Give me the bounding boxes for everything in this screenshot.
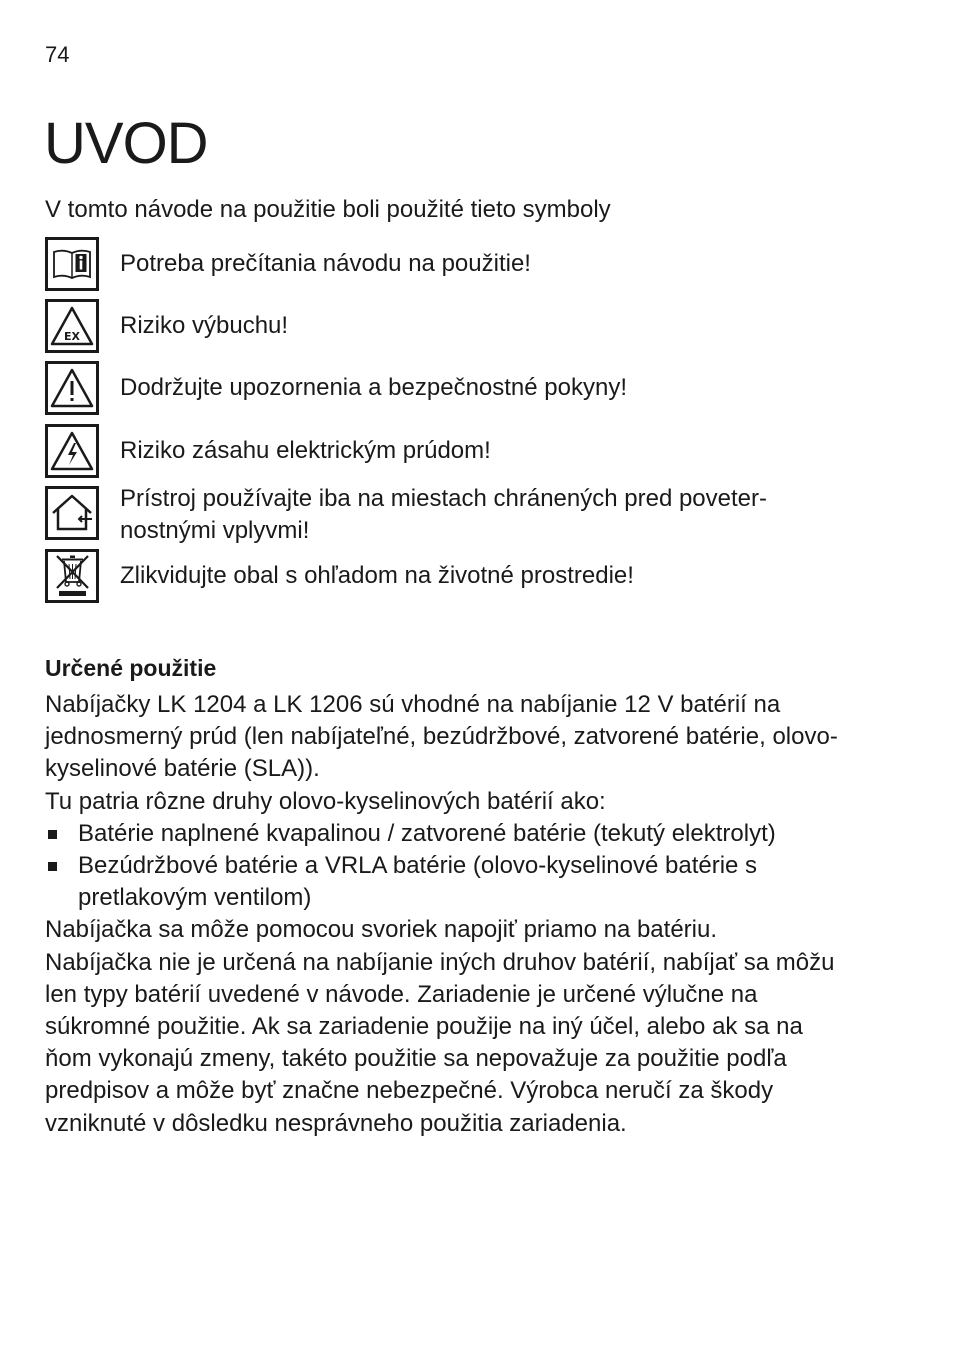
symbol-text: Riziko zásahu elektrickým prúdom! [120, 437, 491, 464]
svg-text:EX: EX [64, 330, 80, 343]
page-number: 74 [45, 42, 70, 67]
paragraph: Tu patria rôzne druhy olovo-kyselinových batérií ako: [45, 787, 606, 815]
symbols-intro: V tomto návode na použitie boli použité tieto symboly [45, 196, 611, 223]
list-item-text: Bezúdržbové batérie a VRLA batérie (olovo-kyselinové batérie s pretlakovým ventilom) [78, 852, 758, 912]
disposal-bin-icon [45, 549, 99, 603]
page-title: UVOD [44, 111, 208, 176]
symbol-row-explosion [45, 299, 845, 353]
symbol-row-electric-shock [45, 424, 845, 478]
warning-triangle-icon [45, 361, 99, 415]
explosion-risk-icon [45, 299, 99, 353]
battery-type-list [45, 818, 845, 915]
symbol-row-warning [45, 361, 845, 415]
symbol-text: Prístroj používajte iba na miestach chránených pred poveter-nostnými vplyvmi! [120, 485, 768, 544]
symbol-text: Zlikvidujte obal s ohľadom na životné prostredie! [120, 562, 634, 589]
symbol-row-read-manual [45, 237, 845, 291]
intended-use-body [45, 689, 845, 1140]
list-item [45, 818, 845, 850]
list-item [45, 850, 845, 914]
bullet-icon [48, 830, 57, 839]
list-item-text: Batérie naplnené kvapalinou / zatvorené batérie (tekutý elektrolyt) [78, 819, 776, 847]
symbol-row-disposal [45, 549, 845, 603]
symbol-text: Dodržujte upozornenia a bezpečnostné pokyny! [120, 374, 627, 401]
symbol-text: Riziko výbuchu! [120, 312, 289, 339]
symbol-text: Potreba prečítania návodu na použitie! [120, 250, 531, 277]
paragraph: Nabíjačka sa môže pomocou svoriek napojiť priamo na batériu. [45, 916, 718, 944]
paragraph: Nabíjačky LK 1204 a LK 1206 sú vhodné na nabíjanie 12 V batérií na jednosmerný prúd (len nabíjateľné, bezúdržbové, zatvorené batérie, olovo-kyselinové batérie (SLA)). [45, 691, 838, 783]
read-manual-icon [45, 237, 99, 291]
paragraph: Nabíjačka nie je určená na nabíjanie iných druhov batérií, nabíjať sa môžu len typy batérií uvedené v návode. Zariadenie je určené výlučne na súkromné použitie. Ak sa zariadenie použije na iný účel, alebo ak sa na ňom vykonajú zmeny, takéto použitie sa nepovažuje za použitie podľa predpisov a môže byť značne nebezpečné. Výrobca neručí za škody vzniknuté v dôsledku nesprávneho použitia zariadenia. [45, 948, 835, 1137]
electric-shock-icon [45, 424, 99, 478]
symbol-row-indoor-use [45, 485, 845, 544]
bullet-icon [48, 862, 57, 871]
section-heading-intended-use: Určené použitie [45, 655, 217, 681]
indoor-use-icon [45, 486, 99, 540]
